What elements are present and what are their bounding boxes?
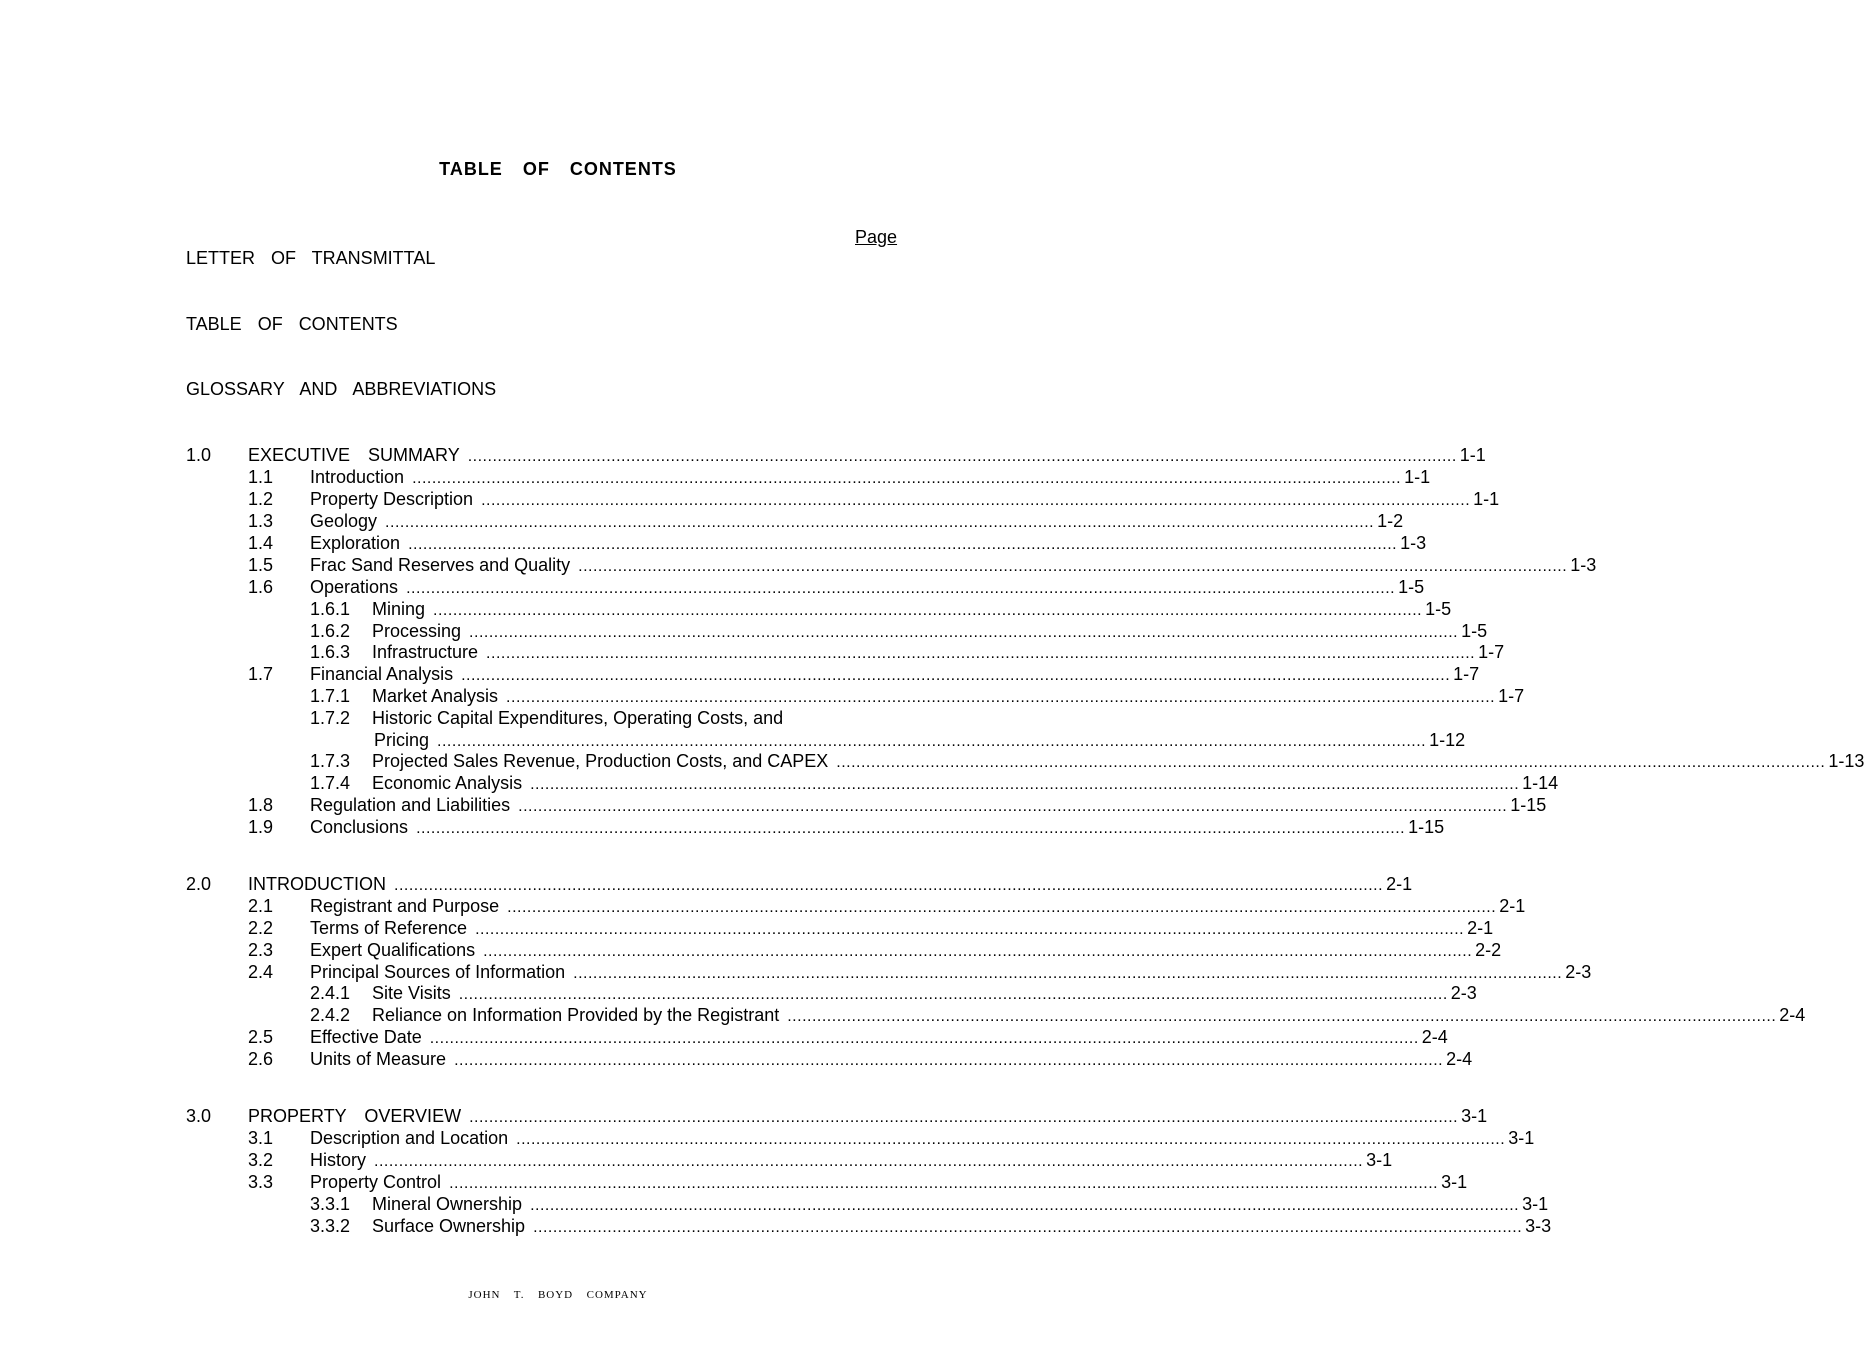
toc-entry[interactable]	[186, 685, 1525, 707]
toc-front-glossary[interactable]: GLOSSARY AND ABBREVIATIONS	[186, 379, 497, 399]
dot-leader: ........................................................................................................................................................................................................	[454, 1052, 1444, 1069]
toc-entry-number: 1.9	[248, 817, 274, 837]
dot-leader: ........................................................................................................................................................................................................	[573, 965, 1563, 982]
toc-entry-title-line	[372, 641, 1505, 665]
toc-entry-number: 1.4	[248, 533, 274, 553]
dot-leader: ........................................................................................................................................................................................................	[481, 492, 1471, 509]
toc-entry-number: 1.6.2	[310, 621, 351, 641]
dot-leader: ........................................................................................................................................................................................................	[516, 1131, 1506, 1148]
toc-entry-page: 1-7	[1498, 686, 1525, 706]
toc-entry-number: 1.7	[248, 664, 274, 684]
toc-entry-number: 2.6	[248, 1049, 274, 1069]
toc-entry-title-line	[310, 1127, 1535, 1151]
toc-entry-title: EXECUTIVE SUMMARY	[248, 445, 460, 465]
toc-entry[interactable]	[186, 1171, 1468, 1193]
toc-entry[interactable]	[186, 895, 1526, 917]
dot-leader: ........................................................................................................................................................................................................	[486, 645, 1476, 662]
toc-entry-title: Property Description	[310, 489, 474, 509]
toc-entry-number: 3.2	[248, 1150, 274, 1170]
toc-entry[interactable]	[186, 939, 1502, 961]
toc-entry-title: INTRODUCTION	[248, 874, 386, 894]
toc-entry[interactable]	[186, 641, 1505, 663]
toc-entry-page: 1-5	[1461, 621, 1488, 641]
toc-entry-number: 2.1	[248, 896, 274, 916]
toc-entry-number: 2.4.1	[310, 983, 351, 1003]
toc-entry-title-line	[372, 685, 1525, 709]
toc-entry-page: 3-3	[1525, 1216, 1552, 1236]
toc-entry-title-line	[372, 1193, 1549, 1217]
toc-entry-number: 2.0	[186, 874, 212, 894]
toc-entry-number: 3.3	[248, 1172, 274, 1192]
toc-entry-number: 1.7.3	[310, 751, 351, 771]
toc-entry-title-line	[372, 1004, 1806, 1028]
toc-entry-title: Mineral Ownership	[372, 1194, 523, 1214]
toc-entry[interactable]	[186, 1004, 1806, 1026]
dot-leader: ........................................................................................................................................................................................................	[469, 624, 1459, 641]
toc-entry-title: Registrant and Purpose	[310, 896, 500, 916]
toc-entry-page: 1-7	[1453, 664, 1480, 684]
toc-entry-page: 2-1	[1386, 874, 1413, 894]
toc-entry[interactable]	[186, 982, 1477, 1004]
toc-entry-page: 1-2	[1377, 511, 1404, 531]
toc-entry-title-line	[310, 816, 1445, 840]
page-title: TABLE OF CONTENTS	[439, 159, 677, 179]
toc-entry-title-line	[310, 917, 1494, 941]
toc-entry-title-line	[310, 1171, 1468, 1195]
toc-entry-title-line	[310, 663, 1480, 687]
toc-entry[interactable]	[186, 729, 1466, 751]
toc-entry-title-line	[372, 1215, 1552, 1239]
dot-leader: ........................................................................................................................................................................................................	[836, 754, 1826, 771]
toc-entry-number: 1.5	[248, 555, 274, 575]
toc-entry-title: Processing	[372, 621, 462, 641]
dot-leader: ........................................................................................................................................................................................................	[437, 733, 1427, 750]
toc-entry-number: 1.1	[248, 467, 274, 487]
toc-entry-page: 1-1	[1404, 467, 1431, 487]
toc-entry[interactable]	[186, 794, 1547, 816]
toc-entry-title-line	[310, 939, 1502, 963]
dot-leader: ........................................................................................................................................................................................................	[578, 558, 1568, 575]
dot-leader: ........................................................................................................................................................................................................	[449, 1175, 1439, 1192]
toc-entry[interactable]	[186, 873, 1413, 895]
toc-entry-page: 2-3	[1450, 983, 1477, 1003]
toc-entry[interactable]	[186, 620, 1488, 642]
page-column-header: Page	[855, 227, 898, 247]
toc-entry[interactable]	[186, 1026, 1448, 1048]
toc-entry-title-line	[372, 707, 900, 729]
toc-entry-page: 3-1	[1508, 1128, 1535, 1148]
toc-entry-number: 1.2	[248, 489, 274, 509]
toc-entry-title-line	[310, 1149, 1393, 1173]
toc-entry-page: 1-5	[1398, 577, 1425, 597]
toc-entry-title: Expert Qualifications	[310, 940, 476, 960]
toc-entry-page: 2-2	[1475, 940, 1502, 960]
toc-entry[interactable]	[186, 510, 1404, 532]
toc-entry-page: 1-7	[1478, 642, 1505, 662]
toc-entry-title: Mining	[372, 599, 426, 619]
toc-entry-number: 3.1	[248, 1128, 274, 1148]
toc-entry-page: 3-1	[1461, 1106, 1488, 1126]
dot-leader: ........................................................................................................................................................................................................	[458, 986, 1448, 1003]
toc-entry-title-line	[310, 510, 1404, 534]
toc-entry-page: 2-4	[1779, 1005, 1806, 1025]
toc-entry[interactable]	[186, 1193, 1549, 1215]
toc-entry-number: 3.3.2	[310, 1216, 351, 1236]
toc-entry-title: History	[310, 1150, 367, 1170]
toc-entry-title: Units of Measure	[310, 1049, 447, 1069]
toc-entry-title: Surface Ownership	[372, 1216, 526, 1236]
dot-leader: ........................................................................................................................................................................................................	[469, 1109, 1459, 1126]
toc-entry-title: Pricing	[374, 730, 430, 750]
dot-leader: ........................................................................................................................................................................................................	[406, 580, 1396, 597]
toc-entry-title-line	[248, 873, 1413, 897]
toc-entry-number: 1.0	[186, 445, 212, 465]
toc-entry-number: 2.4	[248, 962, 274, 982]
dot-leader: ........................................................................................................................................................................................................	[467, 448, 1457, 465]
toc-entry-title: Description and Location	[310, 1128, 509, 1148]
toc-entry-page: 3-1	[1366, 1150, 1393, 1170]
toc-entry[interactable]	[186, 532, 1427, 554]
dot-leader: ........................................................................................................................................................................................................	[787, 1008, 1777, 1025]
toc-entry-title-line	[310, 554, 1597, 578]
toc-entry-number: 1.7.2	[310, 708, 351, 728]
toc-entry-page: 1-15	[1510, 795, 1547, 815]
dot-leader: ........................................................................................................................................................................................................	[530, 1197, 1520, 1214]
toc-entry-title: Infrastructure	[372, 642, 479, 662]
toc-entry[interactable]	[186, 576, 1425, 598]
toc-entry-title-line	[310, 794, 1547, 818]
toc-entry-number: 2.2	[248, 918, 274, 938]
toc-entry-page: 1-15	[1408, 817, 1445, 837]
toc-entry[interactable]	[186, 1149, 1393, 1171]
toc-entry[interactable]	[186, 488, 1500, 510]
toc-entry[interactable]	[186, 750, 1864, 772]
toc-entry-number: 1.7.4	[310, 773, 351, 793]
toc-entry-page: 1-13	[1828, 751, 1864, 771]
dot-leader: ........................................................................................................................................................................................................	[530, 776, 1520, 793]
toc-entry-number: 1.7.1	[310, 686, 351, 706]
dot-leader: ........................................................................................................................................................................................................	[507, 899, 1497, 916]
toc-entry-title-line	[310, 895, 1526, 919]
toc-entry-page: 2-4	[1421, 1027, 1448, 1047]
toc-entry[interactable]	[186, 1215, 1552, 1237]
dot-leader: ........................................................................................................................................................................................................	[483, 943, 1473, 960]
toc-entry-title-line	[372, 750, 1864, 774]
dot-leader: ........................................................................................................................................................................................................	[385, 514, 1375, 531]
toc-entry[interactable]	[186, 917, 1494, 939]
toc-entry-page: 1-12	[1429, 730, 1466, 750]
toc-entry-page: 2-4	[1446, 1049, 1473, 1069]
toc-entry-title: Regulation and Liabilities	[310, 795, 511, 815]
toc-entry-title: Geology	[310, 511, 378, 531]
toc-entry-number: 1.8	[248, 795, 274, 815]
toc-entry-title: Conclusions	[310, 817, 409, 837]
toc-entry-number: 1.6	[248, 577, 274, 597]
toc-entry-title: Market Analysis	[372, 686, 499, 706]
dot-leader: ........................................................................................................................................................................................................	[429, 1030, 1419, 1047]
dot-leader: ........................................................................................................................................................................................................	[408, 536, 1398, 553]
toc-entry-number: 1.6.1	[310, 599, 351, 619]
dot-leader: ........................................................................................................................................................................................................	[518, 798, 1508, 815]
dot-leader: ........................................................................................................................................................................................................	[374, 1153, 1364, 1170]
toc-entry-page: 2-1	[1499, 896, 1526, 916]
toc-entry-title-line	[248, 1105, 1488, 1129]
dot-leader: ........................................................................................................................................................................................................	[461, 667, 1451, 684]
toc-entry-number: 3.0	[186, 1106, 212, 1126]
toc-entry[interactable]	[186, 1048, 1473, 1070]
toc-entry-title: Effective Date	[310, 1027, 422, 1047]
toc-entry-title: Reliance on Information Provided by the Registrant	[372, 1005, 780, 1025]
footer-company-name: JOHN T. BOYD COMPANY	[468, 1289, 648, 1301]
dot-leader: ........................................................................................................................................................................................................	[433, 602, 1423, 619]
toc-entry[interactable]	[186, 466, 1431, 488]
toc-entry[interactable]	[186, 663, 1480, 685]
toc-entry-number: 1.3	[248, 511, 274, 531]
toc-entry-page: 1-1	[1459, 445, 1486, 465]
toc-entry-title: PROPERTY OVERVIEW	[248, 1106, 462, 1126]
toc-entry[interactable]	[186, 598, 1452, 620]
toc-entry-title: Principal Sources of Information	[310, 962, 566, 982]
toc-entry[interactable]	[186, 444, 1486, 466]
toc-entry[interactable]	[186, 1105, 1488, 1127]
toc-entry[interactable]	[186, 961, 1592, 983]
toc-entry-title: Terms of Reference	[310, 918, 468, 938]
toc-entry-page: 2-3	[1565, 962, 1592, 982]
toc-entry-title-line	[372, 772, 1559, 796]
toc-entry-title: Introduction	[310, 467, 405, 487]
toc-entry-title: Site Visits	[372, 983, 451, 1003]
toc-entry-page: 1-1	[1473, 489, 1500, 509]
dot-leader: ........................................................................................................................................................................................................	[533, 1219, 1523, 1236]
toc-entry-title-line	[248, 444, 1486, 468]
toc-entry-title-line	[310, 466, 1431, 490]
toc-entry[interactable]	[186, 1127, 1535, 1149]
toc-entry-title-line	[310, 488, 1500, 512]
toc-entry-title-line	[310, 532, 1427, 556]
dot-leader: ........................................................................................................................................................................................................	[416, 820, 1406, 837]
toc-entry-page: 2-1	[1467, 918, 1494, 938]
toc-entry-title: Financial Analysis	[310, 664, 454, 684]
dot-leader: ........................................................................................................................................................................................................	[506, 689, 1496, 706]
toc-entry[interactable]	[186, 816, 1445, 838]
toc-front-letter-of-transmittal[interactable]: LETTER OF TRANSMITTAL	[186, 248, 436, 268]
dot-leader: ........................................................................................................................................................................................................	[412, 470, 1402, 487]
toc-entry-number: 3.3.1	[310, 1194, 351, 1214]
dot-leader: ........................................................................................................................................................................................................	[475, 921, 1465, 938]
toc-entry-title-line	[310, 576, 1425, 600]
toc-entry[interactable]	[186, 554, 1597, 576]
toc-entry[interactable]	[186, 707, 900, 729]
toc-entry-title-line	[310, 1026, 1448, 1050]
toc-entry-title-line	[372, 598, 1452, 622]
toc-entry-number: 2.5	[248, 1027, 274, 1047]
toc-entry-number: 2.4.2	[310, 1005, 351, 1025]
toc-entry[interactable]	[186, 772, 1559, 794]
toc-entry-number: 2.3	[248, 940, 274, 960]
toc-front-table-of-contents[interactable]: TABLE OF CONTENTS	[186, 314, 398, 334]
toc-entry-title-line	[310, 1048, 1473, 1072]
toc-entry-page: 3-1	[1441, 1172, 1468, 1192]
toc-entry-title: Operations	[310, 577, 399, 597]
toc-entry-page: 1-3	[1570, 555, 1597, 575]
toc-entry-page: 1-14	[1522, 773, 1559, 793]
toc-entry-title: Projected Sales Revenue, Production Costs, and CAPEX	[372, 751, 829, 771]
dot-leader: ........................................................................................................................................................................................................	[394, 877, 1384, 894]
toc-entry-number: 1.6.3	[310, 642, 351, 662]
toc-entry-title: Property Control	[310, 1172, 442, 1192]
toc-entry-title-line	[372, 982, 1477, 1006]
toc-entry-title: Historic Capital Expenditures, Operating Costs, and	[372, 708, 784, 728]
toc-entry-title: Exploration	[310, 533, 401, 553]
toc-entry-page: 3-1	[1522, 1194, 1549, 1214]
toc-entry-page: 1-3	[1400, 533, 1427, 553]
toc-entry-page: 1-5	[1425, 599, 1452, 619]
toc-entry-title: Economic Analysis	[372, 773, 523, 793]
toc-entry-title: Frac Sand Reserves and Quality	[310, 555, 571, 575]
